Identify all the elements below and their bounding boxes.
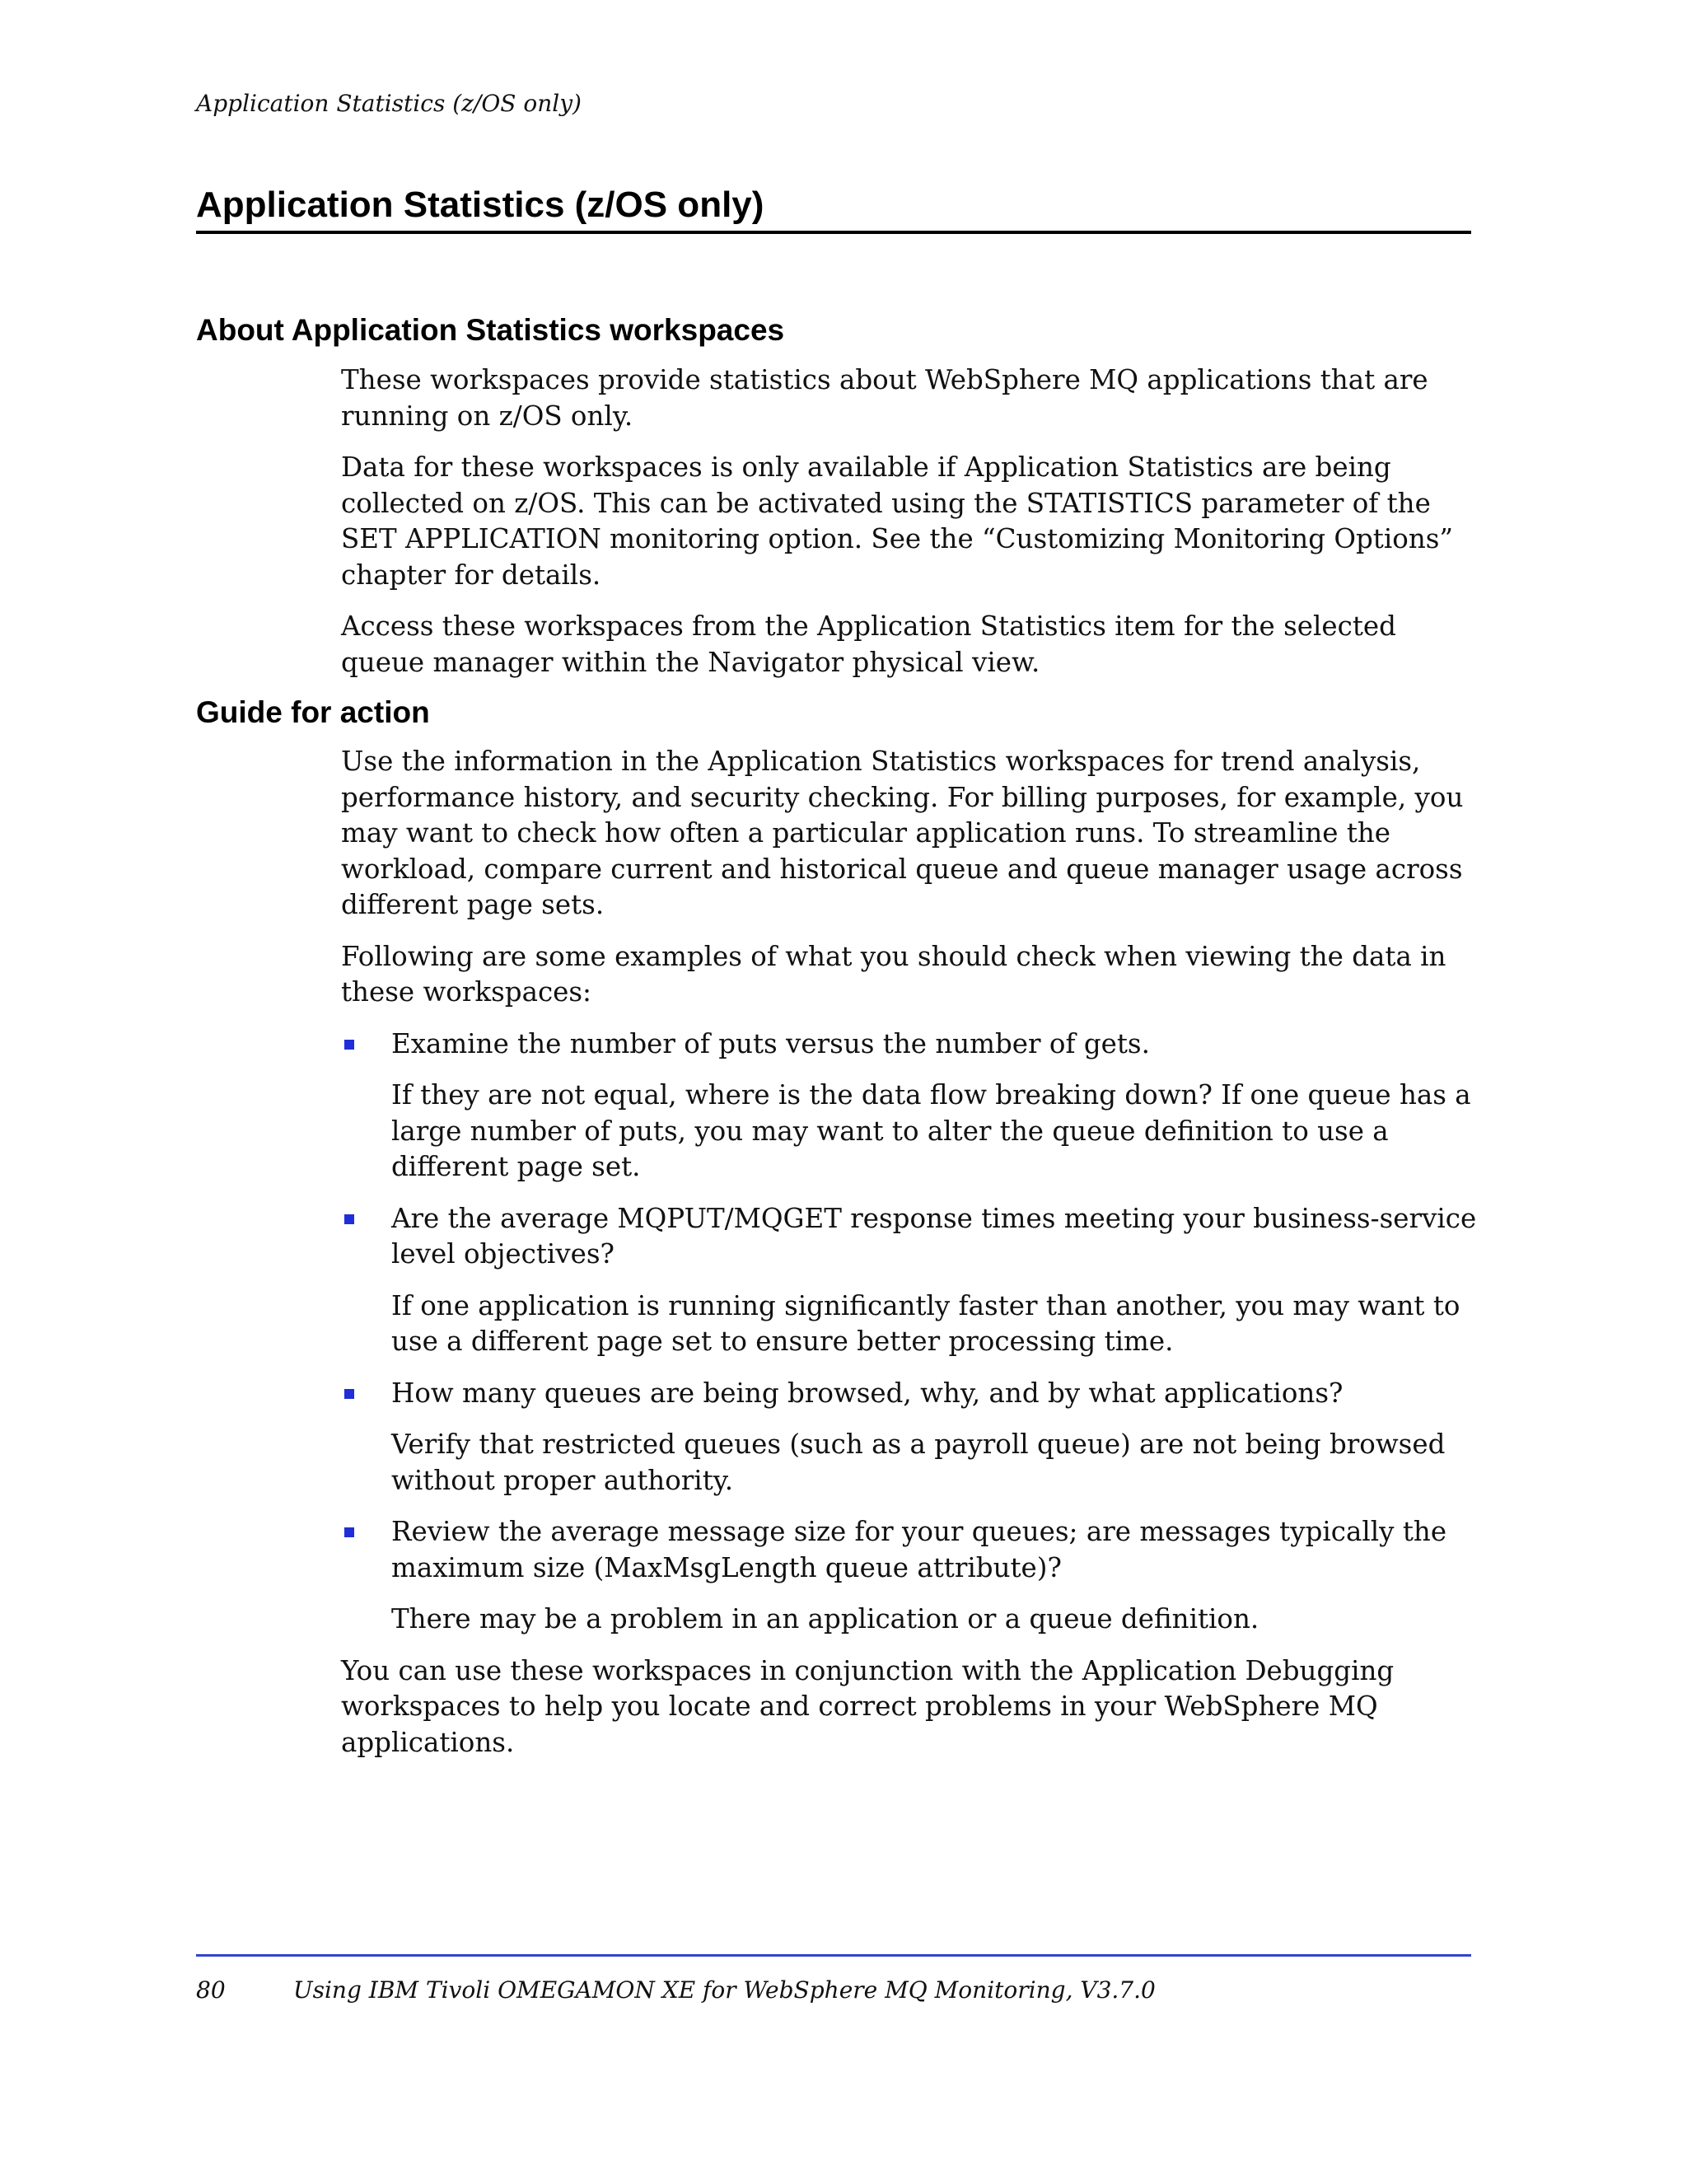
list-item [341, 1027, 1478, 1186]
list-item-detail: There may be a problem in an application or a queue definition. [391, 1603, 1259, 1634]
chapter-title-block [196, 183, 1471, 234]
list-item-detail: If they are not equal, where is the data flow breaking down? If one queue has a large number of puts, you may want to alter the queue definition to use a different page set. [391, 1079, 1471, 1182]
list-item-text: Review the average message size for your queues; are messages typically the maximum size (MaxMsgLength queue attribute)? [391, 1516, 1447, 1583]
about-paragraph: These workspaces provide statistics about WebSphere MQ applications that are running on z/OS only. [341, 364, 1428, 432]
list-item [341, 1201, 1478, 1360]
about-section-heading: About Application Statistics workspaces [196, 313, 785, 347]
guide-section-heading: Guide for action [196, 695, 430, 729]
running-header: Application Statistics (z/OS only) [196, 90, 582, 117]
about-paragraph: Data for these workspaces is only available if Application Statistics are being collected on z/OS. This can be activated using the STATISTICS parameter of the SET APPLICATION monitoring option. See the “Customizing Monitoring Options” chapter for details. [341, 451, 1454, 591]
guide-intro: Use the information in the Application Statistics workspaces for trend analysis, performance history, and security checking. For billing purposes, for example, you may want to check how often a particular application runs. To streamline the workload, compare current and historical queue and queue manager usage across different page sets. [341, 746, 1464, 920]
list-item [341, 1376, 1478, 1499]
footer-divider [196, 1954, 1471, 1957]
footer-book-title: Using IBM Tivoli OMEGAMON XE for WebSphere MQ Monitoring, V3.7.0 [293, 1976, 1156, 2004]
list-item-detail: Verify that restricted queues (such as a payroll queue) are not being browsed without proper authority. [391, 1429, 1446, 1496]
about-paragraph: Access these workspaces from the Application Statistics item for the selected queue manager within the Navigator physical view. [341, 610, 1396, 678]
list-item-text: Are the average MQPUT/MQGET response times meeting your business-service level objectives? [391, 1202, 1477, 1270]
guide-lead-in: Following are some examples of what you should check when viewing the data in these workspaces: [341, 940, 1446, 1008]
square-bullet-icon [344, 1040, 354, 1050]
about-section-body [341, 362, 1478, 696]
guide-closing: You can use these workspaces in conjunction with the Application Debugging workspaces to help you locate and correct problems in your WebSphere MQ applications. [341, 1654, 1395, 1758]
guide-section-body [341, 744, 1478, 1776]
page-number: 80 [196, 1976, 226, 2004]
list-item-text: How many queues are being browsed, why, and by what applications? [391, 1377, 1344, 1409]
check-list [341, 1027, 1478, 1638]
square-bullet-icon [344, 1527, 354, 1537]
square-bullet-icon [344, 1389, 354, 1399]
square-bullet-icon [344, 1214, 354, 1224]
list-item-text: Examine the number of puts versus the number of gets. [391, 1027, 1150, 1059]
list-item-detail: If one application is running significantly faster than another, you may want to use a different page set to ensure better processing time. [391, 1289, 1460, 1357]
chapter-title: Application Statistics (z/OS only) [196, 185, 764, 225]
list-item [341, 1514, 1478, 1638]
